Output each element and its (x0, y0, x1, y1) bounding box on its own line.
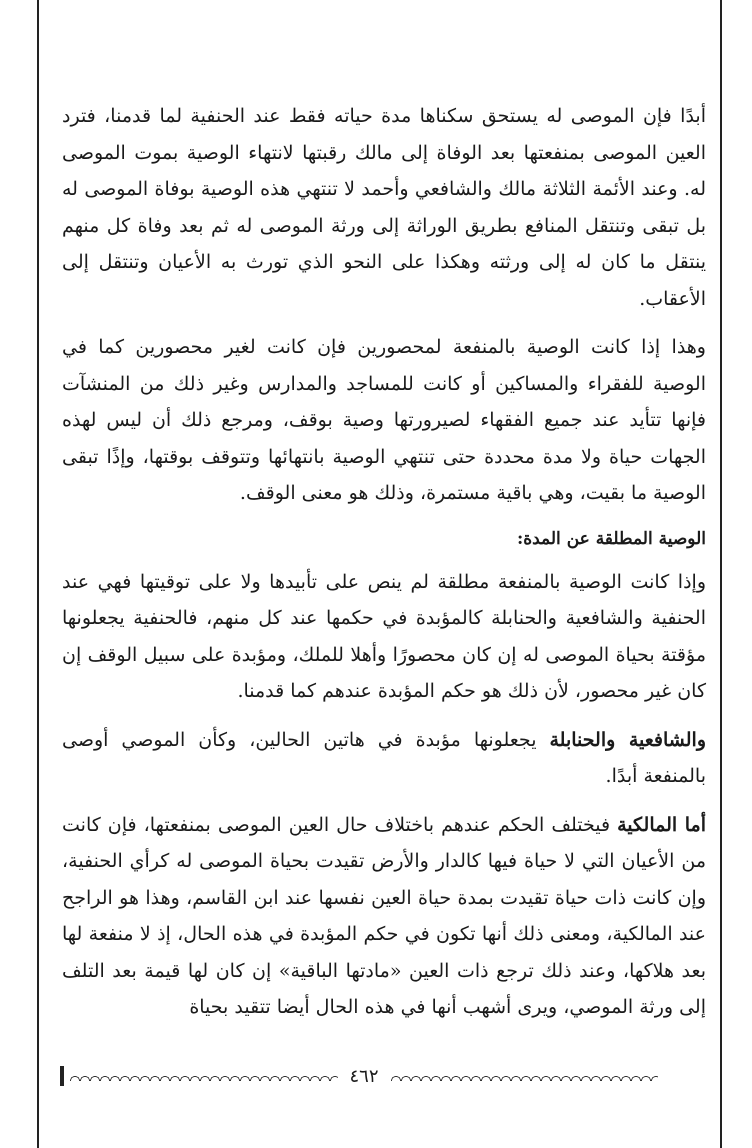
paragraph-4-text: يجعلونها مؤبدة في هاتين الحالين، وكأن الموصي أوصى بالمنفعة أبدًا. (62, 728, 706, 787)
left-margin-rule (37, 0, 39, 1148)
paragraph-4-lead: والشافعية والحنابلة (549, 728, 706, 751)
paragraph-5-lead: أما المالكية (617, 813, 707, 836)
footer-bar-mark (60, 1066, 64, 1086)
section-heading: الوصية المطلقة عن المدة: (516, 528, 706, 549)
paragraph-1: أبدًا فإن الموصى له يستحق سكناها مدة حياته فقط عند الحنفية لما قدمنا، فترد العين الموصى بمنفعتها بعد الوفاة إلى مالك رقبتها لانتهاء الوصية بموت الموصى له. وعند الأئمة الثلاثة مالك والشافعي وأحمد لا تنتهي هذه الوصية بوفاة الموصى له بل تبقى وتنتقل المنافع بطريق الوراثة إلى ورثة الموصى له ثم بعد وفاة كل منهم ينتقل ما كان له إلى ورثته وهكذا على النحو الذي تورث به الأعيان وتنتقل إلى الأعقاب. (62, 105, 706, 310)
page-number: ٤٦٢ (349, 1065, 379, 1087)
paragraph-4 (62, 722, 706, 795)
page-body (62, 98, 706, 1038)
paragraph-5-text: فيختلف الحكم عندهم باختلاف حال العين الموصى بمنفعتها، فإن كانت من الأعيان التي لا حياة فيها كالدار والأرض تقيدت بحياة الموصى له كرأي الحنفية، وإن كانت ذات حياة تقيدت بمدة حياة العين نفسها عند ابن القاسم، وهذا هو الراجح عند المالكية، ومعنى ذلك أنها تكون في حكم المؤبدة في هذه الحال، إذ لا منفعة لها بعد هلاكها، وعند ذلك ترجع ذات العين «مادتها الباقية» إن كان لها قيمة بعد التلف إلى ورثة الموصي، ويرى أشهب أنها في هذه الحال أيضا تتقيد بحياة (62, 813, 706, 1018)
paragraph-2: وهذا إذا كانت الوصية بالمنفعة لمحصورين فإن كانت لغير محصورين كما في الوصية للفقراء والمساكين أو كانت للمساجد والمدارس وغير ذلك من المنشآت فإنها تتأيد عند جميع الفقهاء لصيرورتها وصية بوقف، ومرجع ذلك أن ليس لهذه الجهات حياة ولا مدة محددة حتى تنتهي الوصية بانتهائها وتتوقف بوقتها، وإذًا تبقى الوصية ما بقيت، وهي باقية مستمرة، وذلك هو معنى الوقف. (62, 336, 706, 504)
right-margin-rule (720, 0, 722, 1148)
footer-wave-ornament-left (70, 1071, 338, 1081)
paragraph-5 (62, 807, 706, 1026)
page-footer (60, 1064, 658, 1088)
footer-wave-ornament-right (391, 1071, 659, 1081)
paragraph-3: وإذا كانت الوصية بالمنفعة مطلقة لم ينص على تأبيدها ولا على توقيتها فهي عند الحنفية والشافعية والحنابلة كالمؤبدة في حكمها عند كل منهم، فالحنفية يجعلونها مؤقتة بحياة الموصى له إن كان محصورًا وأهلا للملك، ومؤبدة على سبيل الوقف إن كان غير محصور، لأن ذلك هو حكم المؤبدة عندهم كما قدمنا. (62, 570, 706, 702)
